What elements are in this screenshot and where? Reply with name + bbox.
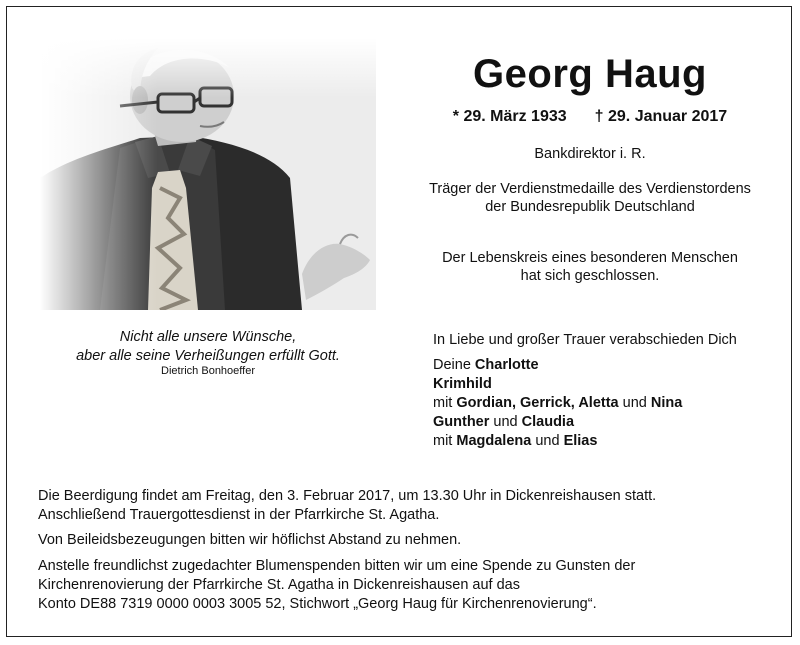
death-date: † 29. Januar 2017 [594, 108, 728, 125]
name-nina: Nina [650, 395, 683, 411]
family-line-1 [433, 356, 737, 375]
family-intro: In Liebe und großer Trauer verabschieden Dich [433, 332, 737, 348]
quote-author: Dietrich Bonhoeffer [161, 365, 255, 377]
profession: Bankdirektor i. R. [534, 146, 646, 162]
word-und: und [493, 414, 518, 430]
donation-line-3: Konto DE88 7319 0000 0003 3005 52, Stichwort „Georg Haug für Kirchenrenovierung“. [38, 596, 597, 612]
donation-notice [38, 557, 768, 614]
donation-line-1: Anstelle freundlichst zugedachter Blumenspenden bitten wir um eine Spende zu Gunsten der [38, 558, 636, 574]
word-mit: mit [433, 433, 453, 449]
family-line-2 [433, 375, 737, 394]
condolence-notice: Von Beileidsbezeugungen bitten wir höflichst Abstand zu nehmen. [38, 532, 462, 548]
funeral-line-2: Anschließend Trauergottesdienst in der Pfarrkirche St. Agatha. [38, 507, 440, 523]
name-magdalena: Magdalena [456, 433, 532, 449]
name-charlotte: Charlotte [474, 357, 539, 373]
family-signatures [433, 331, 737, 451]
word-deine: Deine [433, 357, 471, 373]
name-claudia: Claudia [521, 414, 575, 430]
donation-line-2: Kirchenrenovierung der Pfarrkirche St. Agatha in Dickenreishausen auf das [38, 577, 520, 593]
word-und: und [622, 395, 647, 411]
word-mit: mit [433, 395, 453, 411]
motto-line-1: Der Lebenskreis eines besonderen Menschen [442, 250, 738, 266]
word-und: und [535, 433, 560, 449]
portrait-photo [40, 38, 376, 310]
funeral-line-1: Die Beerdigung findet am Freitag, den 3. Februar 2017, um 13.30 Uhr in Dickenreishausen statt. [38, 488, 657, 504]
family-line-4 [433, 413, 737, 432]
bible-quote [40, 328, 376, 366]
honor-line-1: Träger der Verdienstmedaille des Verdienstordens [429, 181, 751, 197]
deceased-name: Georg Haug [473, 52, 707, 96]
name-elias: Elias [563, 433, 598, 449]
funeral-notice [38, 487, 768, 525]
name-gunther: Gunther [433, 414, 490, 430]
family-line-3 [433, 394, 737, 413]
birth-date: * 29. März 1933 [452, 108, 567, 125]
quote-line-2: aber alle seine Verheißungen erfüllt Gott. [76, 348, 340, 364]
life-dates [390, 108, 790, 126]
names-gordian-gerrick-aletta: Gordian, Gerrick, Aletta [456, 395, 619, 411]
portrait-illustration [40, 38, 376, 310]
name-krimhild: Krimhild [433, 376, 492, 392]
family-line-5 [433, 432, 737, 451]
motto-line-2: hat sich geschlossen. [520, 268, 660, 284]
quote-line-1: Nicht alle unsere Wünsche, [119, 329, 297, 345]
honor-line-2: der Bundesrepublik Deutschland [485, 199, 695, 215]
